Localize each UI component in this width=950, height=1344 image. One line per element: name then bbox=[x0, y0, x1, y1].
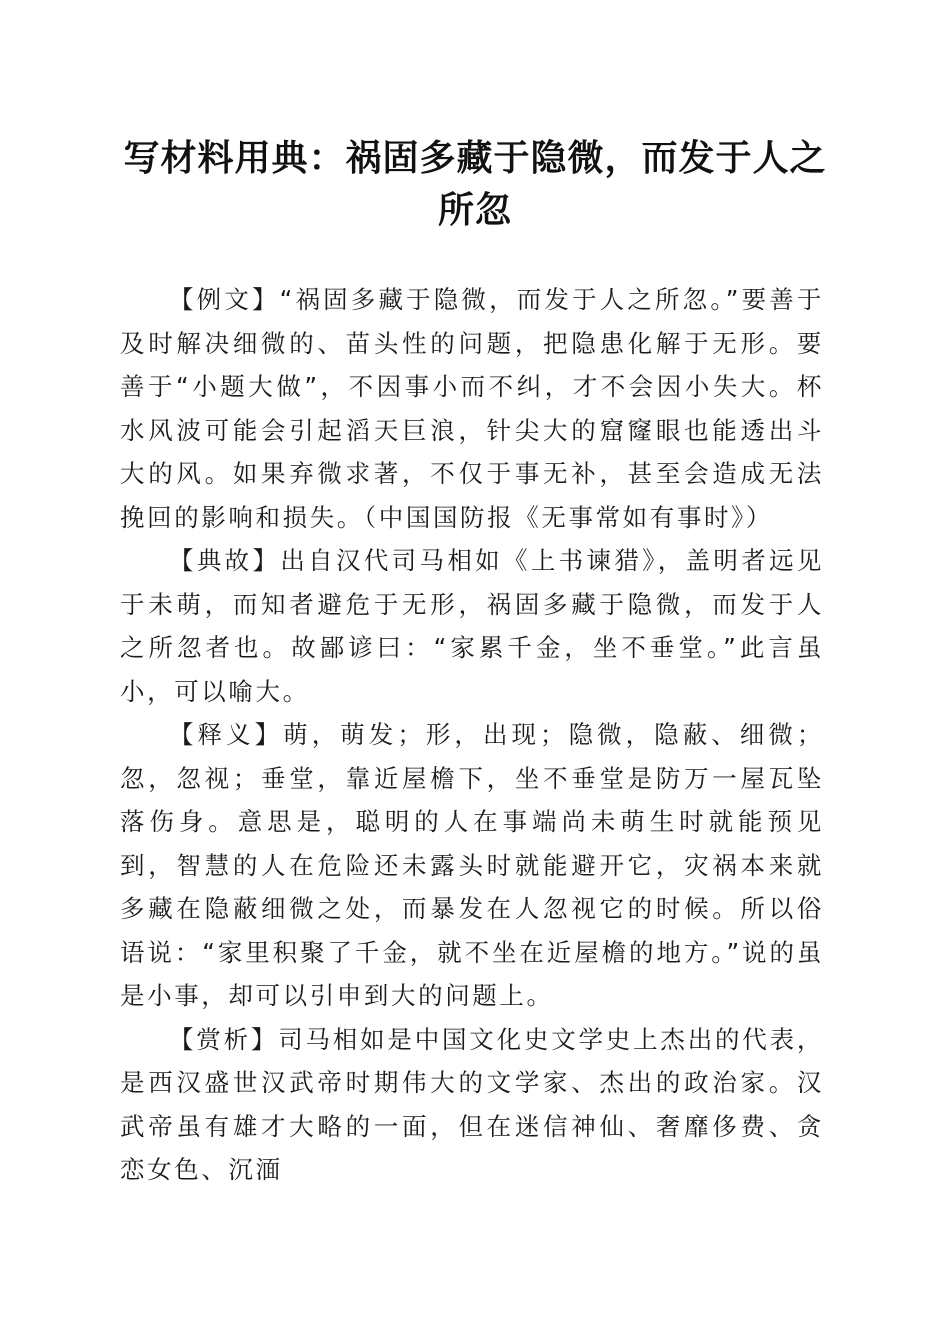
document-title: 写材料用典：祸固多藏于隐微，而发于人之所忽 bbox=[123, 137, 827, 231]
paragraph-allusion: 【典故】出自汉代司马相如《上书谏猎》，盖明者远见于未萌，而知者避危于无形，祸固多藏于隐微，而发于人之所忽者也。故鄙谚曰：“家累千金，坐不垂堂。”此言虽小，可以喻大。 bbox=[120, 546, 824, 706]
paragraph-interpretation: 【释义】萌，萌发；形，出现；隐微，隐蔽、细微；忽，忽视；垂堂，靠近屋檐下，坐不垂堂是防万一屋瓦坠落伤身。意思是，聪明的人在事端尚未萌生时就能预见到，智慧的人在危险还未露头时就能避开它，灾祸本来就多藏在隐蔽细微之处，而暴发在人忽视它的时候。所以俗语说：“家里积聚了千金，就不坐在近屋檐的地方。”说的虽是小事，却可以引申到大的问题上。 bbox=[120, 720, 824, 1010]
document-body bbox=[120, 278, 824, 1192]
paragraph-example: 【例文】“祸固多藏于隐微，而发于人之所忽。”要善于及时解决细微的、苗头性的问题，把隐患化解于无形。要善于“小题大做”，不因事小而不纠，才不会因小失大。杯水风波可能会引起滔天巨浪，针尖大的窟窿眼也能透出斗大的风。如果弃微求著，不仅于事无补，甚至会造成无法挽回的影响和损失。（中国国防报《无事常如有事时》） bbox=[120, 285, 824, 532]
paragraph-appreciation: 【赏析】司马相如是中国文化史文学史上杰出的代表，是西汉盛世汉武帝时期伟大的文学家、杰出的政治家。汉武帝虽有雄才大略的一面，但在迷信神仙、奢靡侈费、贪恋女色、沉湎 bbox=[120, 1024, 824, 1184]
